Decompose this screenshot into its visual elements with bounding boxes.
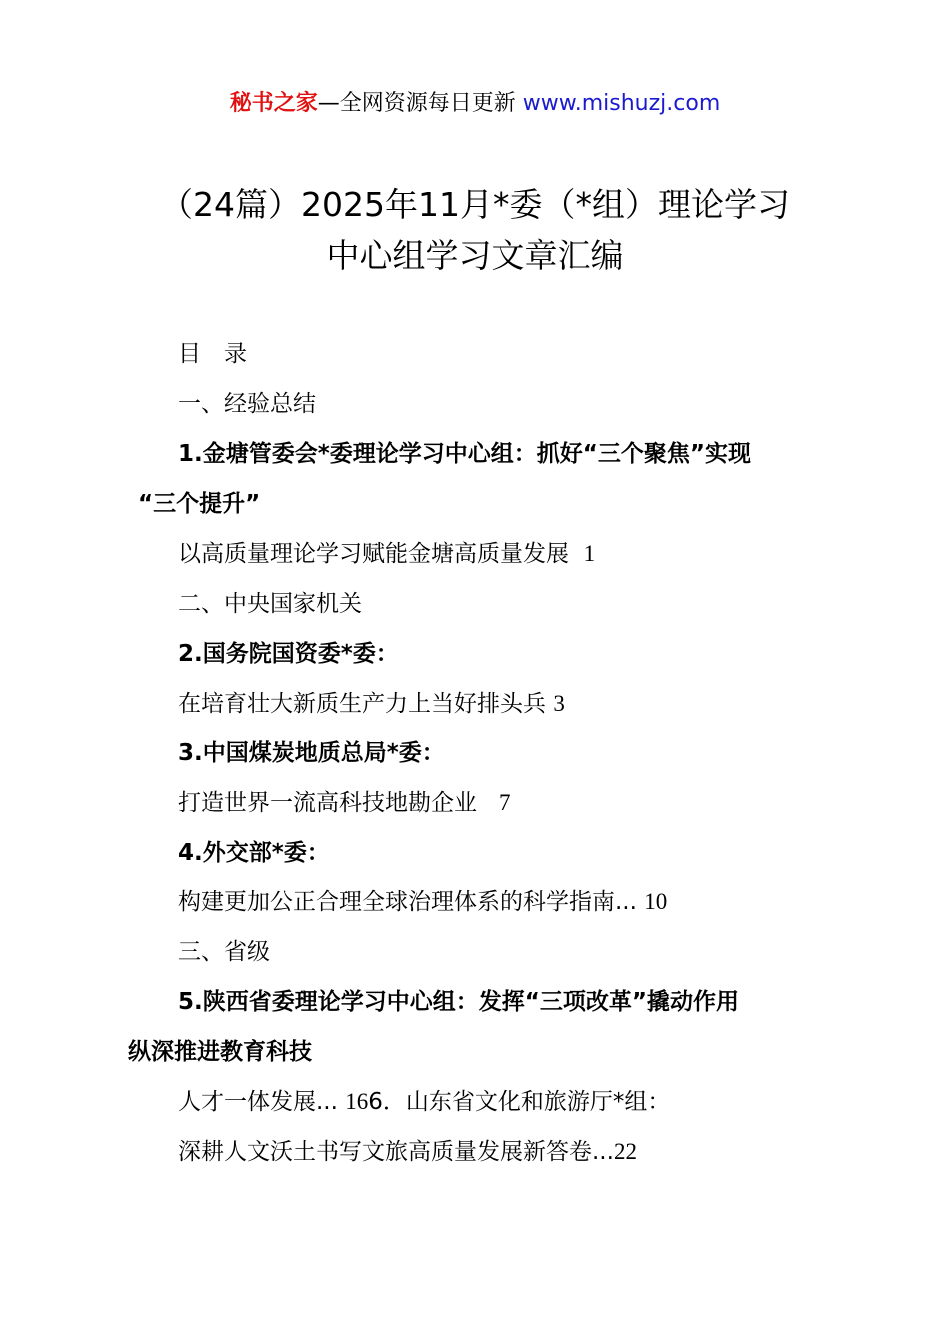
toc-item-4-page: 10 xyxy=(644,889,668,914)
toc-item-1-page: 1 xyxy=(583,541,596,566)
toc-item-6-subtitle[interactable] xyxy=(178,1136,637,1168)
toc-item-5-subtitle[interactable] xyxy=(178,1086,670,1118)
toc-item-1-title[interactable]: 1.金塘管委会*委理论学习中心组：抓好“三个聚焦”实现 xyxy=(178,441,752,467)
toc-item-6-subtitle-text: 深耕人文沃土书写文旅高质量发展新答卷... xyxy=(178,1139,614,1165)
toc-item-4-title[interactable]: 4.外交部*委： xyxy=(178,840,330,866)
toc-heading: 目 录 xyxy=(178,341,247,367)
toc-item-3-subtitle-text: 打造世界一流高科技地勘企业 xyxy=(178,790,477,816)
toc-item-2-title[interactable]: 2.国务院国资委*委： xyxy=(178,641,399,667)
toc-item-1-subtitle-text: 以高质量理论学习赋能金塘高质量发展 xyxy=(178,541,569,567)
toc-item-4-subtitle[interactable] xyxy=(178,886,667,918)
toc-item-2-page: 3 xyxy=(553,691,565,716)
brand-name: 秘书之家 xyxy=(229,91,318,116)
toc-item-4-subtitle-text: 构建更加公正合理全球治理体系的科学指南... xyxy=(178,889,637,915)
toc-item-1-title-cont[interactable]: “三个提升” xyxy=(138,491,261,517)
toc-item-6-page: 22 xyxy=(613,1139,637,1164)
site-header xyxy=(0,88,950,120)
toc-item-3-subtitle[interactable] xyxy=(178,787,510,819)
toc-item-3-page: 7 xyxy=(498,790,511,815)
document-title-line-2: 中心组学习文章汇编 xyxy=(326,236,624,275)
toc-item-2-subtitle[interactable] xyxy=(178,688,565,720)
toc-section-1: 一、经验总结 xyxy=(178,391,316,417)
toc-item-1-subtitle[interactable] xyxy=(178,538,595,570)
toc-item-3-title[interactable]: 3.中国煤炭地质总局*委： xyxy=(178,740,445,766)
toc-item-2-subtitle-text: 在培育壮大新质生产力上当好排头兵 xyxy=(178,691,546,717)
toc-section-2: 二、中央国家机关 xyxy=(178,591,362,617)
toc-item-5-subtitle-text: 人才一体发展... xyxy=(178,1089,338,1115)
document-title-line-1: （24篇）2025年11月*委（*组）理论学习 xyxy=(160,185,790,224)
toc-section-3: 三、省级 xyxy=(178,939,270,965)
toc-item-5-title[interactable]: 5.陕西省委理论学习中心组：发挥“三项改革”撬动作用 xyxy=(178,989,739,1015)
toc-item-5-title-cont[interactable]: 纵深推进教育科技 xyxy=(128,1039,312,1065)
site-url-link[interactable]: www.mishuzj.com xyxy=(522,91,721,116)
toc-item-5-page: 16 xyxy=(345,1089,369,1114)
header-tagline: —全网资源每日更新 xyxy=(317,91,523,116)
toc-item-6-title[interactable]: 6．山东省文化和旅游厅*组： xyxy=(368,1089,671,1115)
